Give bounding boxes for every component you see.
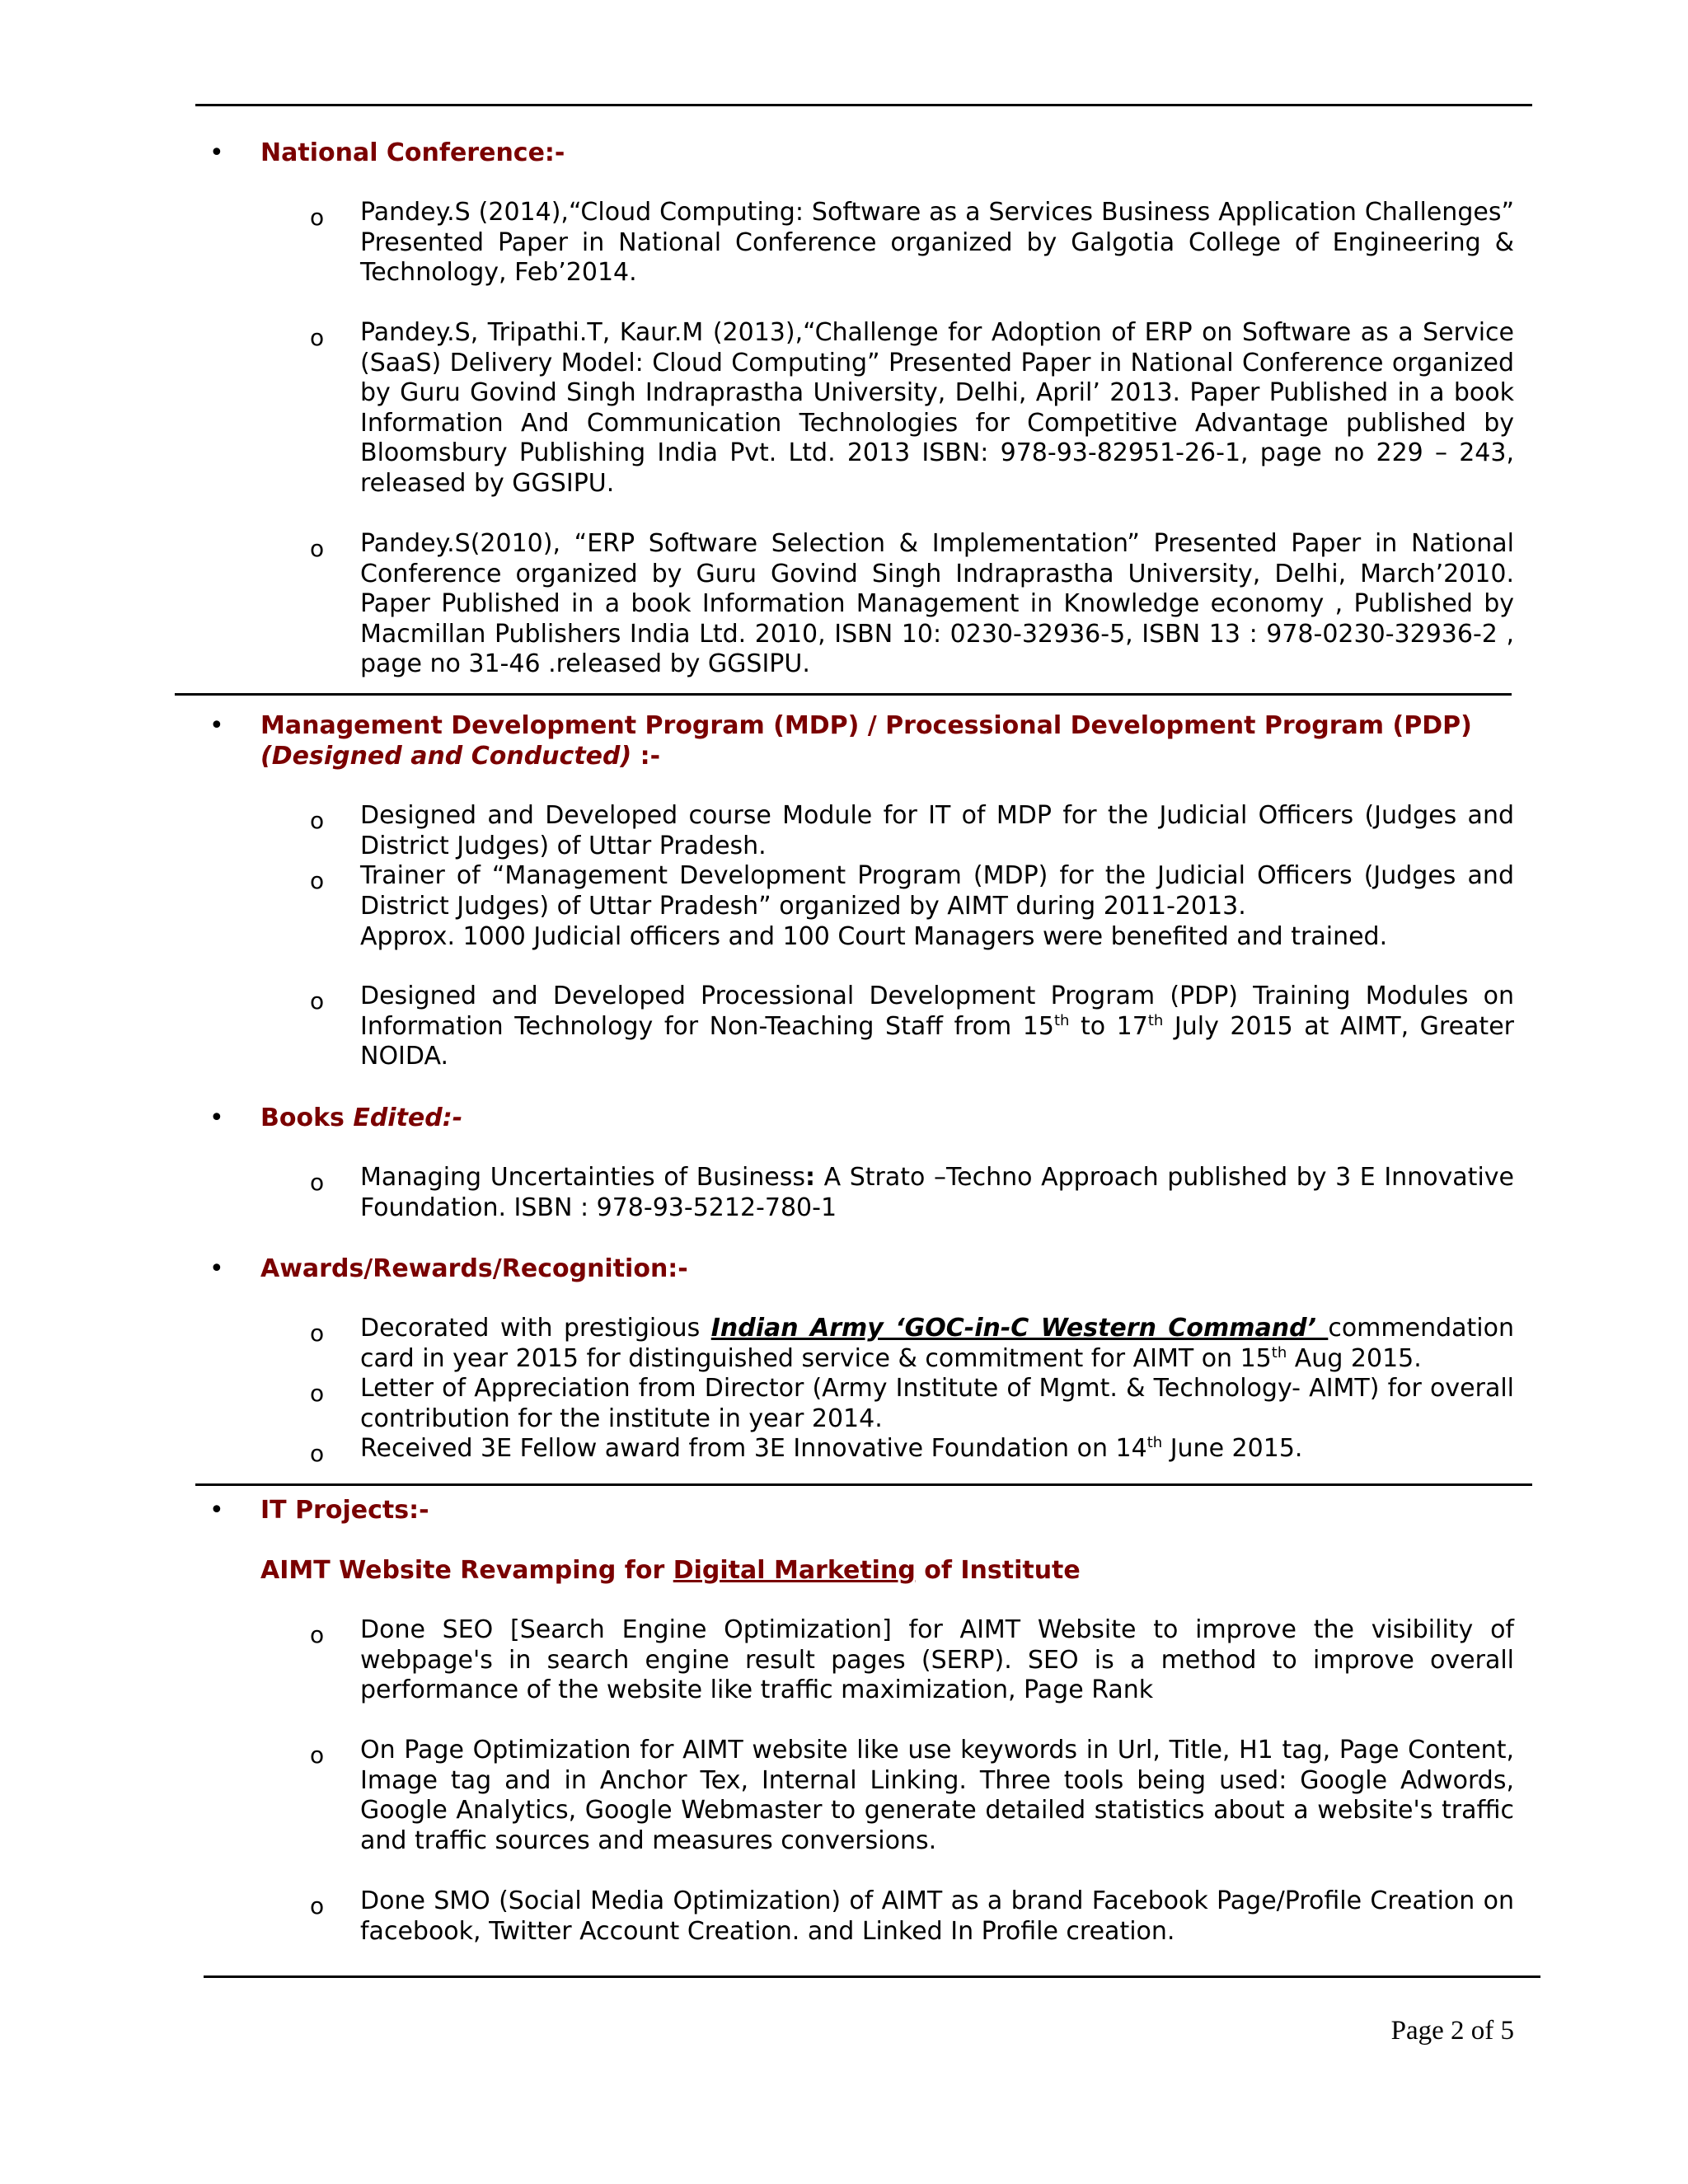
sub-bullet-icon: o	[310, 1621, 325, 1648]
it-projects-item-2: On Page Optimization for AIMT website like use keywords in Url, Title, H1 tag, Page Content, Image tag and in Anchor Tex, Internal Linking. Three tools being used: Google Adwords, Google Analytics, Google Webmaster to generate detailed statistics about a website's traffic and traffic sources and measures conversions.	[360, 1736, 1514, 1855]
sub-bullet-icon: o	[310, 867, 325, 894]
books-heading-italic: Edited:-	[353, 1104, 463, 1132]
sub-bullet-icon: o	[310, 1380, 325, 1407]
awards-item-3	[360, 1434, 1514, 1465]
sub-bullet-icon: o	[310, 807, 325, 834]
books-heading	[260, 1103, 462, 1133]
awards-item-3-part-a: Received 3E Fellow award from 3E Innovative Foundation on 14	[360, 1434, 1147, 1463]
it-projects-subheading-b: of Institute	[915, 1556, 1081, 1585]
books-item-rest: A Strato –Techno Approach published by 3 E Innovative Foundation. ISBN : 978-93-5212-780-1	[360, 1163, 1514, 1222]
awards-item-1-part-a: Decorated with prestigious	[360, 1314, 711, 1343]
books-item-1	[360, 1163, 1514, 1223]
mdp-item-3	[360, 982, 1514, 1072]
awards-item-1-part-c: Aug 2015.	[1287, 1343, 1422, 1373]
books-item-title: Managing Uncertainties of Business	[360, 1163, 806, 1192]
national-conference-item-2: Pandey.S, Tripathi.T, Kaur.M (2013),“Challenge for Adoption of ERP on Software as a Service (SaaS) Delivery Model: Cloud Computing” Presented Paper in National Conference organized by Guru Govind Singh Indraprastha University, Delhi, April’ 2013. Paper Published in a book Information And Communication Technologies for Competitive Advantage published by Bloomsbury Publishing India Pvt. Ltd. 2013 ISBN: 978-93-82951-26-1, page no 229 – 243, released by GGSIPU.	[360, 318, 1514, 498]
books-heading-text: Books	[260, 1104, 354, 1132]
sub-bullet-icon: o	[310, 1741, 325, 1769]
mdp-item-3-part-a: Designed and Developed Processional Development Program (PDP) Training Modules on Information Technology for Non-Teaching Staff from 15	[360, 982, 1514, 1041]
awards-item-3-part-b: June 2015.	[1162, 1434, 1303, 1463]
sub-bullet-icon: o	[310, 535, 325, 562]
awards-item-1	[360, 1314, 1514, 1374]
sub-bullet-icon: o	[310, 1319, 325, 1347]
it-projects-subheading	[260, 1555, 1081, 1586]
digital-marketing-link[interactable]: Digital Marketing	[673, 1556, 916, 1585]
it-projects-heading: IT Projects:-	[260, 1496, 429, 1525]
awards-item-3-sup: th	[1146, 1434, 1163, 1451]
mdp-heading	[260, 710, 1530, 771]
national-conference-item-1: Pandey.S (2014),“Cloud Computing: Software as a Services Business Application Challenges” Presented Paper in National Conference organized by Galgotia College of Engineering & Technology, Feb’2014.	[360, 198, 1514, 288]
national-conference-item-3: Pandey.S(2010), “ERP Software Selection & Implementation” Presented Paper in National Conference organized by Guru Govind Singh Indraprastha University, Delhi, March’2010. Paper Published in a book Information Management in Knowledge economy , Published by Macmillan Publishers India Ltd. 2010, ISBN 10: 0230-32936-5, ISBN 13 : 978-0230-32936-2 , page no 31-46 .released by GGSIPU.	[360, 529, 1514, 679]
page-number: Page 2 of 5	[1390, 2016, 1514, 2046]
mdp-item-3-sup-1: th	[1053, 1011, 1070, 1029]
mdp-item-3-part-c: July 2015 at AIMT, Greater NOIDA.	[360, 1011, 1514, 1071]
bullet-icon: •	[209, 1254, 224, 1283]
awards-heading: Awards/Rewards/Recognition:-	[260, 1254, 688, 1283]
awards-item-1-part-b: commendation card in year 2015 for distinguished service & commitment for AIMT on 15	[360, 1314, 1514, 1373]
mdp-heading-text: Management Development Program (MDP) / Processional Development Program (PDP)	[260, 711, 1472, 740]
sub-bullet-icon: o	[310, 987, 325, 1015]
books-item-colon: :	[805, 1163, 816, 1192]
mdp-item-3-sup-2: th	[1147, 1011, 1164, 1029]
awards-item-2: Letter of Appreciation from Director (Army Institute of Mgmt. & Technology- AIMT) for overall contribution for the institute in year 2014.	[360, 1374, 1514, 1433]
sub-bullet-icon: o	[310, 204, 325, 231]
sub-bullet-icon: o	[310, 324, 325, 351]
top-rule	[195, 104, 1532, 106]
rule-after-national-conference	[175, 693, 1512, 696]
bullet-icon: •	[209, 1496, 224, 1525]
bottom-rule	[204, 1975, 1540, 1978]
sub-bullet-icon: o	[310, 1440, 325, 1467]
it-projects-item-3: Done SMO (Social Media Optimization) of AIMT as a brand Facebook Page/Profile Creation on facebook, Twitter Account Creation. and Linked In Profile creation.	[360, 1886, 1514, 1946]
mdp-item-3-part-b: to 17	[1069, 1011, 1148, 1041]
national-conference-heading: National Conference:-	[260, 138, 565, 167]
mdp-item-1: Designed and Developed course Module for IT of MDP for the Judicial Officers (Judges and District Judges) of Uttar Pradesh.	[360, 801, 1514, 860]
mdp-item-2-note: Approx. 1000 Judicial officers and 100 Court Managers were benefited and trained.	[360, 922, 1388, 951]
sub-bullet-icon: o	[310, 1169, 325, 1196]
bullet-icon: •	[209, 138, 224, 167]
mdp-heading-italic: (Designed and Conducted)	[260, 742, 632, 771]
awards-item-1-sup: th	[1271, 1343, 1287, 1361]
bullet-icon: •	[209, 1104, 224, 1132]
mdp-heading-suffix: :-	[631, 742, 661, 771]
bullet-icon: •	[209, 711, 224, 740]
it-projects-subheading-a: AIMT Website Revamping for	[260, 1556, 673, 1585]
sub-bullet-icon: o	[310, 1892, 325, 1919]
awards-item-1-emphasis: Indian Army ‘GOC-in-C Western Command’	[710, 1314, 1329, 1343]
it-projects-item-1: Done SEO [Search Engine Optimization] for AIMT Website to improve the visibility of webpage's in search engine result pages (SERP). SEO is a method to improve overall performance of the website like traffic maximization, Page Rank	[360, 1615, 1514, 1705]
mdp-item-2: Trainer of “Management Development Program (MDP) for the Judicial Officers (Judges and District Judges) of Uttar Pradesh” organized by AIMT during 2011-2013.	[360, 861, 1514, 921]
rule-after-awards	[195, 1483, 1532, 1486]
